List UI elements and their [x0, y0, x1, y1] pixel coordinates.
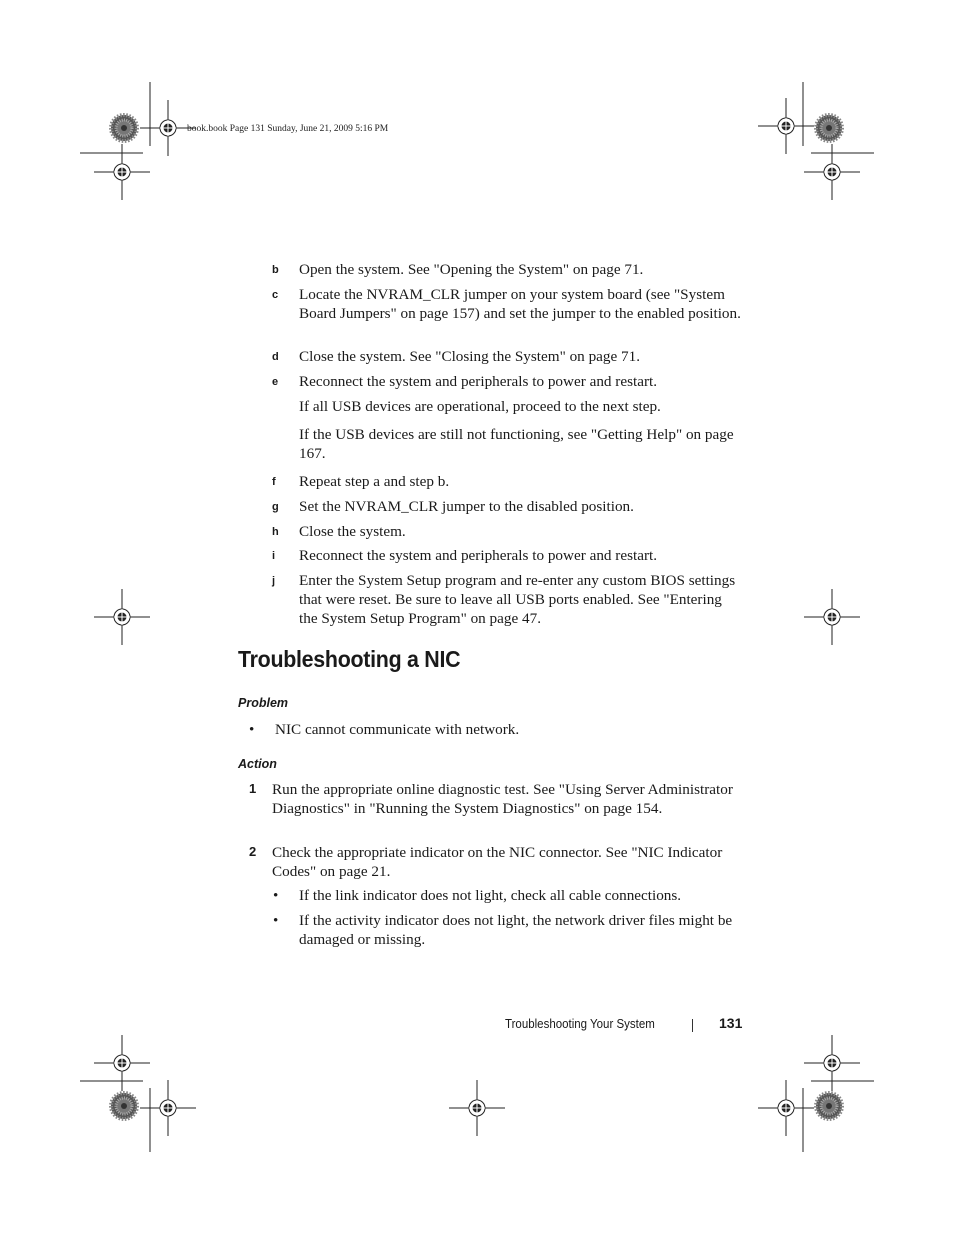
step-label: g [272, 501, 279, 513]
step-text: Reconnect the system and peripherals to power and restart. [299, 547, 658, 564]
bullet-dot: • [249, 721, 255, 738]
action-subheading: Action [238, 757, 277, 771]
note-paragraph: If the USB devices are still not functioning, see "Getting Help" on page 167. [299, 426, 734, 462]
step-label: f [272, 476, 276, 488]
action-number: 2 [249, 844, 257, 859]
step-text: Open the system. See "Opening the System" on page 71. [299, 261, 644, 278]
bullet-text: NIC cannot communicate with network. [275, 721, 520, 738]
step-label: h [272, 526, 279, 538]
step-text: Set the NVRAM_CLR jumper to the disabled position. [299, 498, 634, 515]
step-text: Reconnect the system and peripherals to power and restart. [299, 373, 658, 390]
footer-page-number: 131 [719, 1015, 743, 1031]
step-label: j [272, 575, 276, 587]
step-text: Close the system. See "Closing the System" on page 71. [299, 348, 641, 365]
footer-chapter-title: Troubleshooting Your System [505, 1017, 655, 1031]
step-label: d [272, 351, 279, 363]
footer-separator [692, 1019, 693, 1032]
step-text: Enter the System Setup program and re-enter any custom BIOS settings that were reset. Be sure to leave all USB ports enabled. See "Entering the System Setup Program" on page 47. [299, 572, 736, 627]
step-label: e [272, 376, 279, 388]
step-text: Repeat step a and step b. [299, 473, 450, 490]
action-number: 1 [249, 781, 257, 796]
step-text: Locate the NVRAM_CLR jumper on your system board (see "System Board Jumpers" on page 157) and set the jumper to the enabled position. [299, 286, 741, 322]
step-label: b [272, 264, 279, 276]
bullet-dot: • [273, 912, 279, 929]
step-text: Close the system. [299, 523, 406, 540]
bullet-text: If the activity indicator does not light, the network driver files might be damaged or missing. [299, 912, 733, 948]
print-header-stamp: book.book Page 131 Sunday, June 21, 2009 5:16 PM [187, 124, 389, 134]
note-paragraph: If all USB devices are operational, proceed to the next step. [299, 398, 661, 415]
bullet-text: If the link indicator does not light, check all cable connections. [299, 887, 682, 904]
problem-subheading: Problem [238, 696, 289, 710]
action-text: Check the appropriate indicator on the NIC connector. See "NIC Indicator Codes" on page 21. [272, 844, 723, 880]
step-label: i [272, 550, 276, 562]
bullet-dot: • [273, 887, 279, 904]
step-label: c [272, 289, 279, 301]
section-heading: Troubleshooting a NIC [238, 646, 461, 672]
action-text: Run the appropriate online diagnostic test. See "Using Server Administrator Diagnostics" in "Running the System Diagnostics" on page 154. [272, 781, 733, 817]
